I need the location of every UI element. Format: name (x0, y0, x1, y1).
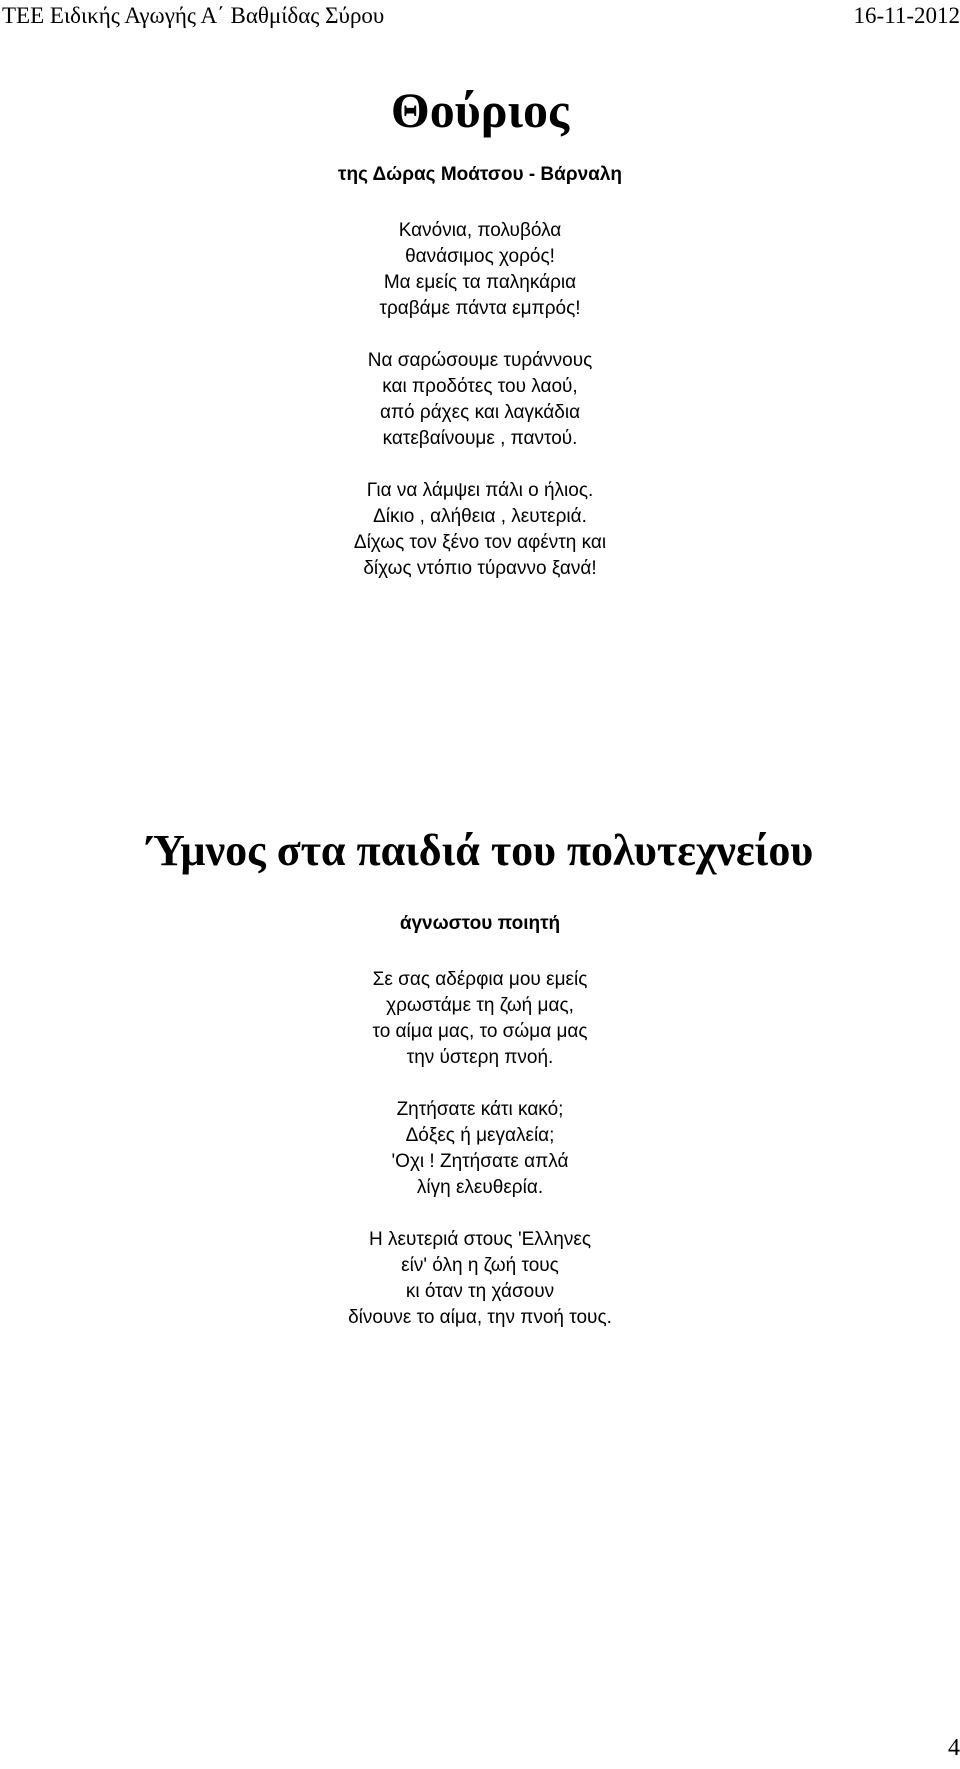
stanza-1 (0, 218, 960, 322)
verse-line: την ύστερη πνοή. (406, 1046, 554, 1068)
verse-line: κατεβαίνουμε , παντού. (382, 427, 578, 449)
verse-line: Ζητήσατε κάτι κακό; (396, 1098, 564, 1120)
verse-line: Δίκιο , αλήθεια , λευτεριά. (373, 505, 587, 527)
verse-line: είν' όλη η ζωή τους (401, 1254, 559, 1276)
verse-line: χρωστάμε τη ζωή μας, (386, 994, 574, 1016)
poem-thourios (0, 82, 960, 582)
verse-line: Μα εμείς τα παληκάρια (383, 271, 577, 293)
header-date: 16-11-2012 (853, 3, 960, 28)
verse-line: Κανόνια, πολυβόλα (398, 219, 562, 241)
verse-line: από ράχες και λαγκάδια (379, 401, 581, 423)
verse-line: κι όταν τη χάσουν (405, 1280, 555, 1302)
poem-author: της Δώρας Μοάτσου - Βάρναλη (337, 163, 623, 185)
verse-line: Η λευτεριά στους 'Ελληνες (369, 1228, 591, 1250)
stanza-2 (0, 348, 960, 452)
header-school-name: ΤΕΕ Ειδικής Αγωγής Α΄ Βαθμίδας Σύρου (2, 3, 385, 28)
verse-line: και προδότες του λαού, (382, 375, 578, 397)
verse-line: Δόξες ή μεγαλεία; (405, 1124, 555, 1146)
verse-line: 'Οχι ! Ζητήσατε απλά (391, 1150, 569, 1172)
stanza-3 (0, 478, 960, 582)
stanza-1 (0, 967, 960, 1071)
page-number: 4 (948, 1735, 960, 1761)
verse-line: δίνουνε το αίμα, την πνοή τους. (348, 1306, 612, 1328)
page-header (0, 0, 960, 36)
stanza-3 (0, 1227, 960, 1331)
verse-line: Για να λάμψει πάλι ο ήλιος. (366, 479, 594, 501)
verse-line: θανάσιμος χορός! (405, 245, 555, 267)
poem-hymn-polytechnic (0, 826, 960, 1331)
verse-line: Δίχως τον ξένο τον αφέντη και (353, 531, 607, 553)
poem-title: Ύμνος στα παιδιά του πολυτεχνείου (146, 826, 814, 875)
verse-line: το αίμα μας, το σώμα μας (372, 1020, 588, 1042)
verse-line: τραβάμε πάντα εμπρός! (379, 297, 581, 319)
poem-author: άγνωστου ποιητή (399, 912, 561, 934)
stanza-2 (0, 1097, 960, 1201)
verse-line: λίγη ελευθερία. (416, 1176, 544, 1198)
poem-title: Θούριος (390, 82, 570, 138)
verse-line: Να σαρώσουμε τυράννους (367, 349, 593, 371)
verse-line: Σε σας αδέρφια μου εμείς (372, 968, 588, 990)
verse-line: δίχως ντόπιο τύραννο ξανά! (363, 557, 597, 579)
